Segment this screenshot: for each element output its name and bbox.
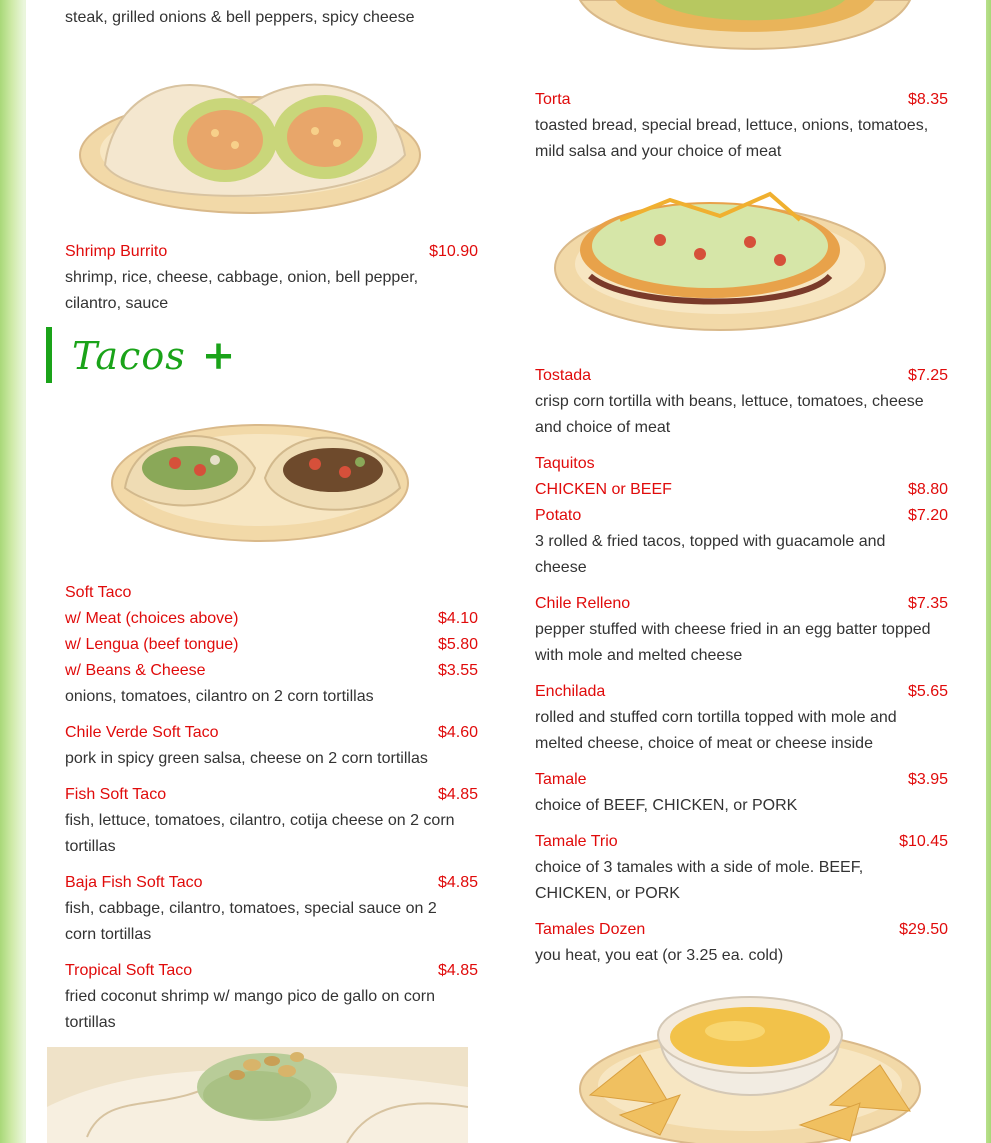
taquitos-name: Taquitos: [535, 455, 595, 472]
tostada-photo: [550, 180, 900, 340]
shrimp-burrito-description: shrimp, rice, cheese, cabbage, onion, bell pepper, cilantro, sauce: [65, 269, 419, 312]
fish-taco-price: $4.85: [437, 786, 478, 803]
fish-taco-row: [65, 782, 478, 808]
chile-relleno-name: Chile Relleno: [535, 595, 631, 612]
soft-taco-option-label: w/ Lengua (beef tongue): [65, 636, 239, 653]
soft-taco-option-row: [65, 658, 478, 684]
tamales-dozen-price: $29.50: [899, 921, 948, 938]
tacos-section-title-text: Tacos: [72, 334, 186, 378]
tamale-price: $3.95: [907, 771, 948, 788]
torta-price: $8.35: [907, 91, 948, 108]
taquitos-option-price: $8.80: [907, 481, 948, 498]
soft-taco-name: Soft Taco: [65, 584, 132, 601]
plus-icon: +: [201, 332, 237, 379]
tropical-taco-price: $4.85: [437, 962, 478, 979]
baja-fish-row: [65, 870, 478, 896]
tropical-taco-row: [65, 958, 478, 984]
tropical-taco-name: Tropical Soft Taco: [65, 962, 193, 979]
torta-photo: [575, 0, 915, 62]
soft-taco-option-label: w/ Beans & Cheese: [65, 662, 206, 679]
tamale-trio-description: choice of 3 tamales with a side of mole. BEEF, CHICKEN, or PORK: [535, 859, 864, 902]
chile-relleno-description: pepper stuffed with cheese fried in an egg batter topped with mole and melted cheese: [535, 621, 931, 664]
tamale-description: choice of BEEF, CHICKEN, or PORK: [535, 797, 798, 814]
fish-taco-description: fish, lettuce, tomatoes, cilantro, cotija cheese on 2 corn tortillas: [65, 812, 455, 855]
tamale-trio-name: Tamale Trio: [535, 833, 618, 850]
shrimp-burrito-name: Shrimp Burrito: [65, 243, 168, 260]
enchilada-price: $5.65: [907, 683, 948, 700]
soft-taco-option-price: $3.55: [437, 662, 478, 679]
soft-taco-option-price: $5.80: [437, 636, 478, 653]
baja-fish-name: Baja Fish Soft Taco: [65, 874, 203, 891]
queso-dip-photo: [560, 985, 940, 1143]
shrimp-burrito-row: [65, 239, 478, 265]
taquitos-option-label: Potato: [535, 507, 582, 524]
tacos-photo: [105, 398, 415, 548]
chile-relleno-price: $7.35: [907, 595, 948, 612]
tostada-row: [535, 363, 948, 389]
soft-taco-option-price: $4.10: [437, 610, 478, 627]
tamales-dozen-row: [535, 917, 948, 943]
enchilada-name: Enchilada: [535, 683, 606, 700]
enchilada-row: [535, 679, 948, 705]
chile-verde-description: pork in spicy green salsa, cheese on 2 corn tortillas: [65, 750, 428, 767]
baja-fish-price: $4.85: [437, 874, 478, 891]
baja-fish-description: fish, cabbage, cilantro, tomatoes, special sauce on 2 corn tortillas: [65, 900, 437, 943]
chile-verde-name: Chile Verde Soft Taco: [65, 724, 219, 741]
taquitos-option-row: [535, 477, 948, 503]
taquitos-option-price: $7.20: [907, 507, 948, 524]
torta-row: [535, 87, 948, 113]
shrimp-burrito-price: $10.90: [429, 243, 478, 260]
menu-page: [26, 0, 986, 1143]
tamale-trio-price: $10.45: [899, 833, 948, 850]
steak-item-description: steak, grilled onions & bell peppers, spicy cheese: [65, 9, 415, 26]
torta-description: toasted bread, special bread, lettuce, onions, tomatoes, mild salsa and your choice of meat: [535, 117, 929, 160]
tamale-row: [535, 767, 948, 793]
chile-verde-price: $4.60: [437, 724, 478, 741]
taquitos-description: 3 rolled & fried tacos, topped with guacamole and cheese: [535, 533, 886, 576]
tamales-dozen-description: you heat, you eat (or 3.25 ea. cold): [535, 947, 784, 964]
enchilada-description: rolled and stuffed corn tortilla topped with mole and melted cheese, choice of meat or cheese inside: [535, 709, 897, 752]
soft-taco-option-label: w/ Meat (choices above): [65, 610, 239, 627]
torta-name: Torta: [535, 91, 571, 108]
chile-verde-row: [65, 720, 478, 746]
tacos-section-title: [72, 331, 236, 381]
soft-taco-description: onions, tomatoes, cilantro on 2 corn tortillas: [65, 688, 374, 705]
tostada-description: crisp corn tortilla with beans, lettuce, tomatoes, cheese and choice of meat: [535, 393, 924, 436]
soft-taco-option-row: [65, 632, 478, 658]
taquitos-option-label: CHICKEN or BEEF: [535, 481, 672, 498]
tacos-section-header: [46, 327, 352, 383]
tamale-name: Tamale: [535, 771, 587, 788]
tropical-taco-description: fried coconut shrimp w/ mango pico de gallo on corn tortillas: [65, 988, 435, 1031]
tostada-name: Tostada: [535, 367, 592, 384]
fish-taco-name: Fish Soft Taco: [65, 786, 167, 803]
chile-relleno-row: [535, 591, 948, 617]
shrimp-burrito-photo: [75, 45, 425, 220]
tamales-dozen-name: Tamales Dozen: [535, 921, 646, 938]
taquitos-option-row: [535, 503, 948, 529]
dish-photo: [47, 1047, 468, 1143]
tamale-trio-row: [535, 829, 948, 855]
soft-taco-option-row: [65, 606, 478, 632]
tostada-price: $7.25: [907, 367, 948, 384]
